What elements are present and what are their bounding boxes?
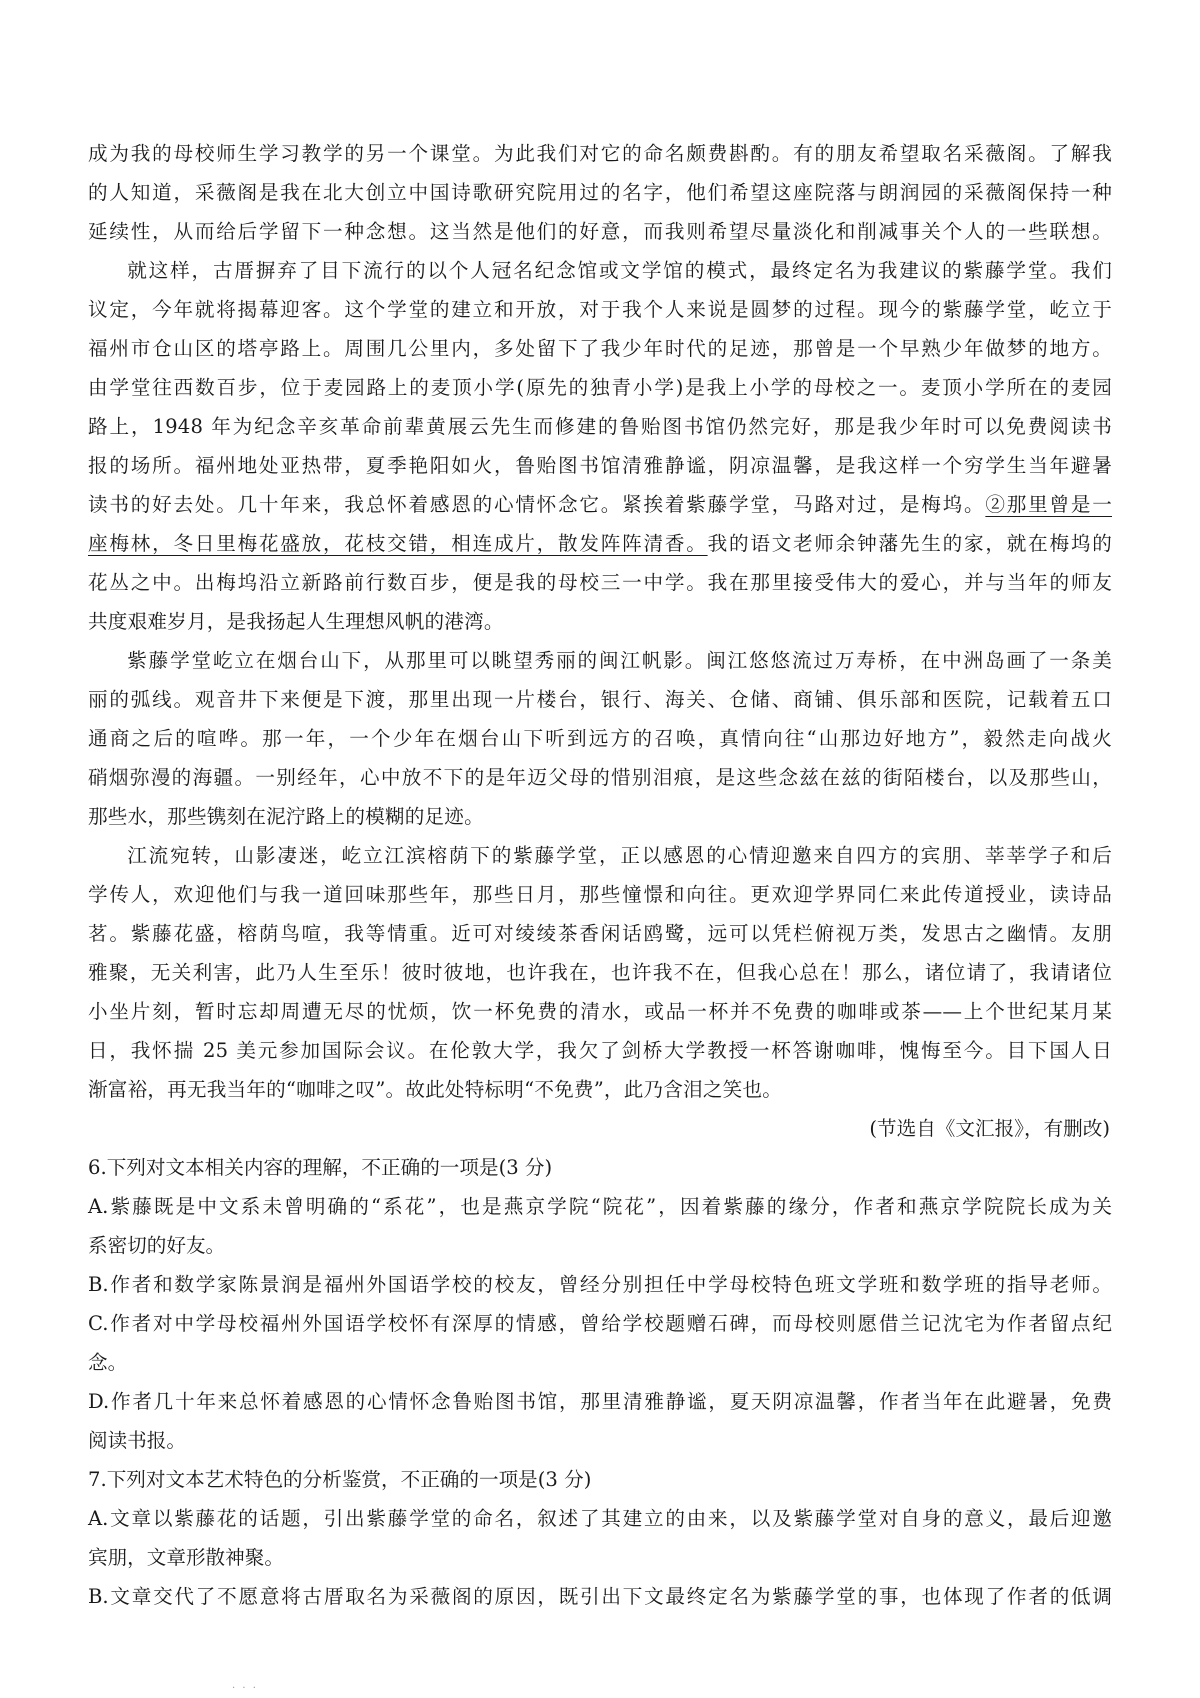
option-b: [88, 1577, 1112, 1616]
option-line: D.作者几十年来总怀着感恩的心情怀念鲁贻图书馆，那里清雅静谧，夏天阴凉温馨，作者当年在此避暑，免费: [88, 1390, 1112, 1413]
option-c: [88, 1304, 1112, 1382]
article-paragraph-4: [88, 836, 1112, 1109]
option-a: [88, 1499, 1112, 1577]
text-line: 那些水，那些镌刻在泥泞路上的模糊的足迹。: [88, 805, 484, 828]
footer-mark: · · ·: [232, 1683, 258, 1694]
text-line: 硝烟弥漫的海疆。一别经年，心中放不下的是年迈父母的惜别泪痕，是这些念兹在兹的街陌楼台，以及那些山，: [88, 766, 1112, 789]
text-line: 江流宛转，山影凄迷，屹立江滨榕荫下的紫藤学堂，正以感恩的心情迎邀来自四方的宾朋、莘莘学子和后: [127, 844, 1112, 867]
text-line: 日，我怀揣 25 美元参加国际会议。在伦敦大学，我欠了剑桥大学教授一杯答谢咖啡，愧悔至今。目下国人日: [88, 1039, 1112, 1062]
text-line: 茗。紫藤花盛，榕荫鸟喧，我等情重。近可对绫绫茶香闲话鸥鹭，远可以凭栏俯视万类，发思古之幽情。友朋: [88, 922, 1112, 945]
text-line: 丽的弧线。观音井下来便是下渡，那里出现一片楼台，银行、海关、仓储、商铺、俱乐部和医院，记载着五口: [88, 688, 1112, 711]
text-line: 福州市仓山区的塔亭路上。周围几公里内，多处留下了我少年时代的足迹，那曾是一个早熟少年做梦的地方。: [88, 337, 1112, 360]
option-line: B.作者和数学家陈景润是福州外国语学校的校友，曾经分别担任中学母校特色班文学班和数学班的指导老师。: [88, 1273, 1112, 1296]
text-segment: 读书的好去处。几十年来，我总怀着感恩的心情怀念它。紧挨着紫藤学堂，马路对过，是梅坞。: [88, 493, 986, 516]
question-7: [88, 1460, 1112, 1616]
question-6: [88, 1148, 1112, 1460]
article-paragraph-3: [88, 641, 1112, 836]
text-line: [88, 524, 1112, 563]
option-a: [88, 1187, 1112, 1265]
text-line: 的人知道，采薇阁是我在北大创立中国诗歌研究院用过的名字，他们希望这座院落与朗润园的采薇阁保持一种: [88, 181, 1112, 204]
option-line: 宾朋，文章形散神聚。: [88, 1546, 284, 1569]
text-line: 议定，今年就将揭幕迎客。这个学堂的建立和开放，对于我个人来说是圆梦的过程。现今的紫藤学堂，屹立于: [88, 298, 1112, 321]
text-line: 报的场所。福州地处亚热带，夏季艳阳如火，鲁贻图书馆清雅静谧，阴凉温馨，是我这样一个穷学生当年避暑: [88, 454, 1112, 477]
option-line: A.紫藤既是中文系未曾明确的“系花”，也是燕京学院“院花”，因着紫藤的缘分，作者和燕京学院院长成为关: [88, 1195, 1112, 1218]
text-line: 就这样，古厝摒弃了目下流行的以个人冠名纪念馆或文学馆的模式，最终定名为我建议的紫藤学堂。我们: [127, 259, 1112, 282]
article-paragraph-2: [88, 251, 1112, 641]
text-line: 由学堂往西数百步，位于麦园路上的麦顶小学(原先的独青小学)是我上小学的母校之一。麦顶小学所在的麦园: [88, 376, 1112, 399]
text-line: 雅聚，无关利害，此乃人生至乐！彼时彼地，也许我在，也许我不在，但我心总在！那么，诸位请了，我请诸位: [88, 961, 1112, 984]
underlined-sentence-2: ②那里曾是一: [985, 493, 1112, 516]
text-line: 学传人，欢迎他们与我一道回味那些年，那些日月，那些憧憬和向往。更欢迎学界同仁来此传道授业，读诗品: [88, 883, 1112, 906]
option-line: 念。: [88, 1351, 128, 1374]
question-stem: 7.下列对文本艺术特色的分析鉴赏，不正确的一项是(3 分): [88, 1468, 592, 1491]
text-line: 延续性，从而给后学留下一种念想。这当然是他们的好意，而我则希望尽量淡化和削减事关个人的一些联想。: [88, 220, 1112, 243]
underlined-sentence-2-cont: 座梅林，冬日里梅花盛放，花枝交错，相连成片，散发阵阵清香。: [88, 532, 708, 555]
option-line: 阅读书报。: [88, 1429, 186, 1452]
document-page: [88, 134, 1112, 1616]
text-line: 花丛之中。出梅坞沿立新路前行数百步，便是我的母校三一中学。我在那里接受伟大的爱心，并与当年的师友: [88, 571, 1112, 594]
text-line: 路上，1948 年为纪念辛亥革命前辈黄展云先生而修建的鲁贻图书馆仍然完好，那是我少年时可以免费阅读书: [88, 415, 1112, 438]
text-line: 共度艰难岁月，是我扬起人生理想风帆的港湾。: [88, 610, 504, 633]
option-line: 系密切的好友。: [88, 1234, 226, 1257]
option-d: [88, 1382, 1112, 1460]
text-segment: 我的语文老师余钟藩先生的家，就在梅坞的: [707, 532, 1112, 555]
option-line: A.文章以紫藤花的话题，引出紫藤学堂的命名，叙述了其建立的由来，以及紫藤学堂对自身的意义，最后迎邀: [88, 1507, 1112, 1530]
article-paragraph-1: [88, 134, 1112, 251]
text-line: 紫藤学堂屹立在烟台山下，从那里可以眺望秀丽的闽江帆影。闽江悠悠流过万寿桥，在中洲岛画了一条美: [127, 649, 1112, 672]
option-line: C.作者对中学母校福州外国语学校怀有深厚的情感，曾给学校题赠石碑，而母校则愿借兰记沈宅为作者留点纪: [88, 1312, 1112, 1335]
question-stem: 6.下列对文本相关内容的理解，不正确的一项是(3 分): [88, 1156, 553, 1179]
text-line: [88, 485, 1112, 524]
text-line: 通商之后的喧哗。那一年，一个少年在烟台山下听到远方的召唤，真情向往“山那边好地方”，毅然走向战火: [88, 727, 1112, 750]
text-line: 小坐片刻，暂时忘却周遭无尽的忧烦，饮一杯免费的清水，或品一杯并不免费的咖啡或茶——上个世纪某月某: [88, 1000, 1112, 1023]
text-line: 成为我的母校师生学习教学的另一个课堂。为此我们对它的命名颇费斟酌。有的朋友希望取名采薇阁。了解我: [88, 142, 1112, 165]
option-line: B.文章交代了不愿意将古厝取名为采薇阁的原因，既引出下文最终定名为紫藤学堂的事，也体现了作者的低调: [88, 1585, 1112, 1608]
article-source: (节选自《文汇报》，有删改): [869, 1117, 1110, 1140]
text-line: 渐富裕，再无我当年的“咖啡之叹”。故此处特标明“不免费”，此乃含泪之笑也。: [88, 1078, 783, 1101]
option-b: [88, 1265, 1112, 1304]
